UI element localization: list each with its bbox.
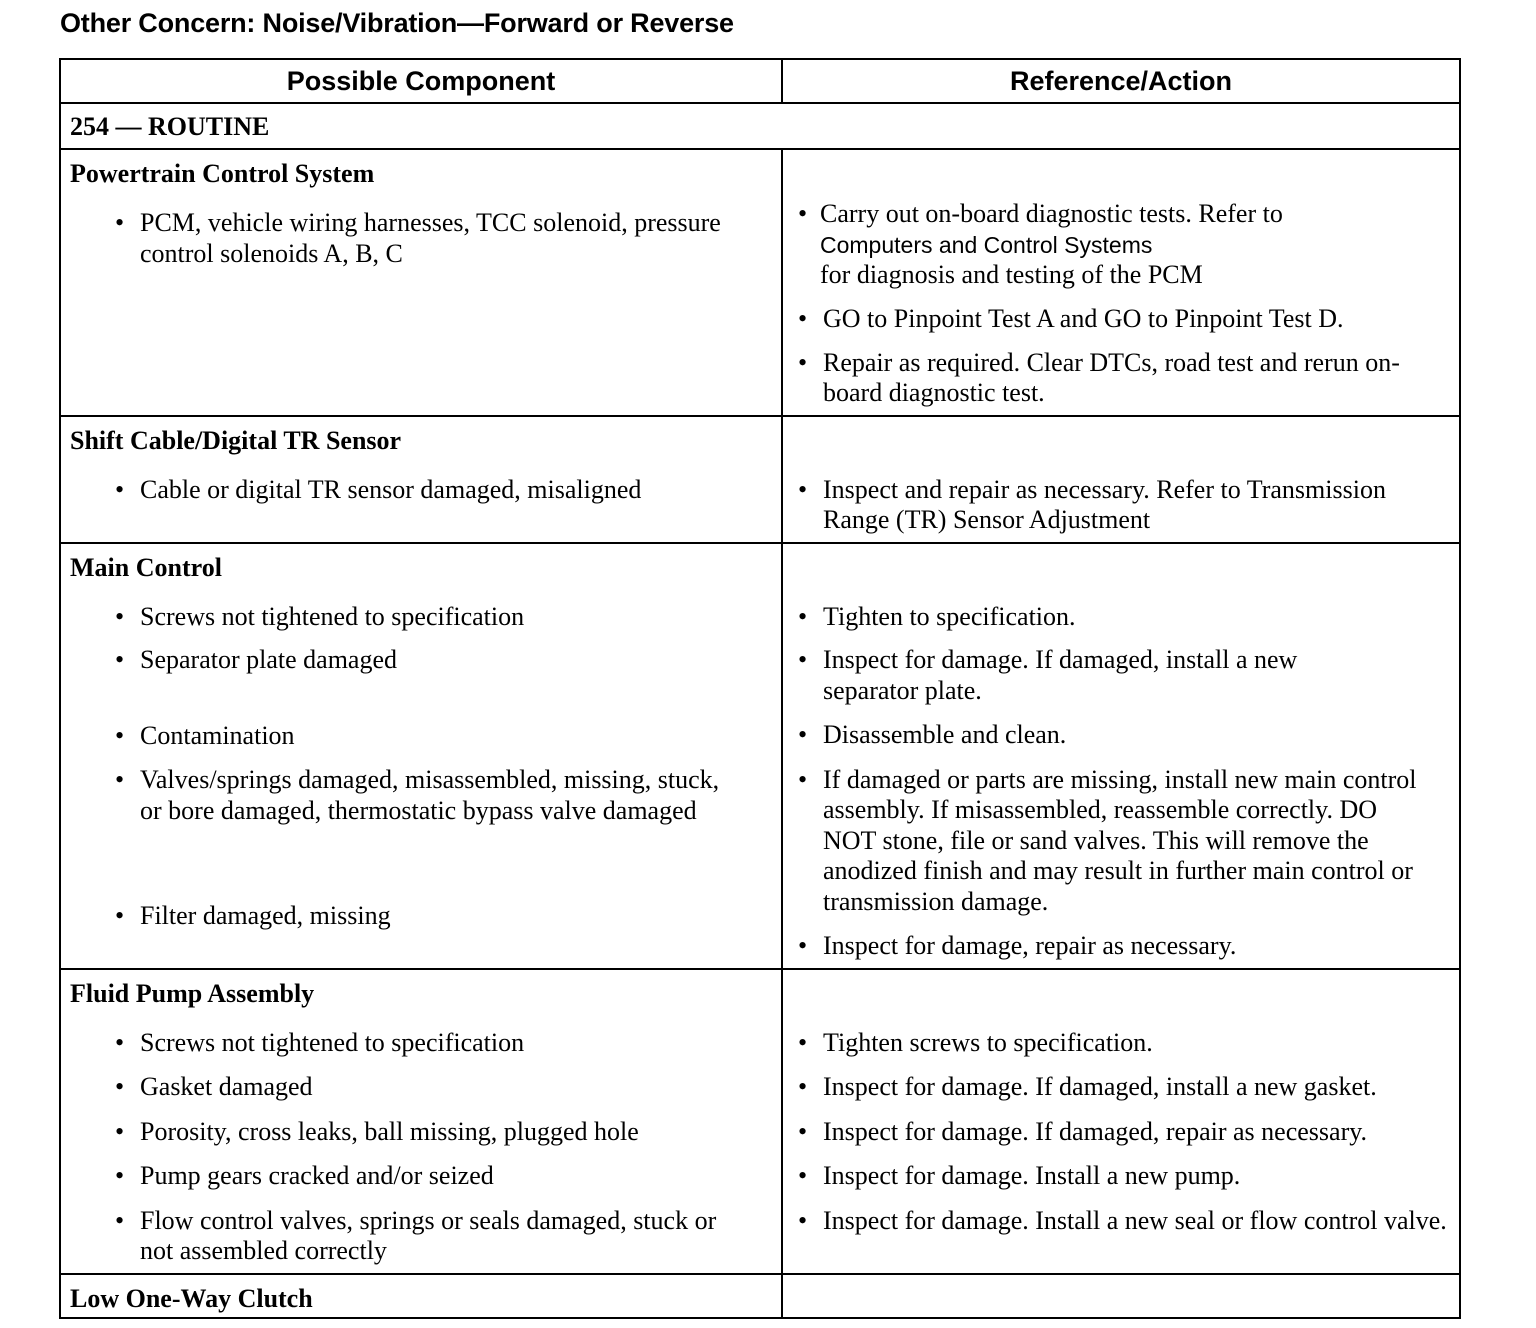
list-item [61,1028,781,1059]
bullet-icon: • [798,199,808,228]
section-row-low-one-way-clutch [60,1274,1460,1318]
reference-link[interactable]: Computers and Control Systems [820,231,1153,258]
action-cell [782,969,1460,1274]
routine-label: 254 — ROUTINE [60,103,1460,149]
list-item [61,1117,781,1148]
action-text: Disassemble and clean. [823,720,1067,749]
list-item [61,475,781,506]
list-item [61,721,781,752]
component-text: PCM, vehicle wiring harnesses, TCC solenoid, pressure control solenoids A, B, C [140,208,721,268]
bullet-icon: • [798,1072,808,1101]
list-item [61,645,781,676]
bullet-icon: • [115,645,125,674]
list-item [783,348,1459,409]
bullet-icon: • [115,720,125,750]
bullet-icon: • [798,645,808,674]
list-item [783,475,1459,536]
bullet-icon: • [798,474,808,504]
component-text: Gasket damaged [140,1072,313,1101]
bullet-icon: • [798,1205,808,1235]
action-text: Inspect for damage. If damaged, install a new separator plate. [823,645,1298,705]
section-row-main-control [60,543,1460,969]
component-text: Separator plate damaged [140,645,397,674]
bullet-icon: • [798,304,808,333]
action-cell [782,149,1460,416]
component-cell [60,1274,782,1318]
list-item [61,1161,781,1192]
list-item [783,199,1459,290]
list-item [783,720,1459,751]
action-text: GO to Pinpoint Test A and GO to Pinpoint Test D. [823,304,1344,333]
list-item [783,765,1459,918]
component-cell [60,149,782,416]
action-text: Inspect for damage. If damaged, repair as necessary. [823,1116,1368,1146]
section-title: Shift Cable/Digital TR Sensor [70,425,402,455]
diagnosis-table [59,58,1461,1319]
table-header-row [60,59,1460,103]
page-title: Other Concern: Noise/Vibration—Forward or Reverse [60,8,734,38]
component-text: Valves/springs damaged, misassembled, missing, stuck, or bore damaged, thermostatic bypass valve damaged [140,765,720,825]
bullet-icon: • [798,764,808,794]
component-text: Cable or digital TR sensor damaged, misaligned [140,474,642,504]
list-item [61,901,781,932]
list-item [783,1028,1459,1059]
component-text: Screws not tightened to specification [140,601,525,631]
list-item [783,645,1459,706]
list-item [61,1072,781,1103]
component-cell [60,969,782,1274]
bullet-icon: • [115,901,125,930]
action-text: Repair as required. Clear DTCs, road test and rerun on-board diagnostic test. [823,347,1400,407]
action-cell [782,1274,1460,1318]
list-item [783,1117,1459,1148]
action-cell [782,543,1460,969]
bullet-icon: • [115,208,125,237]
list-item [61,765,781,826]
bullet-icon: • [798,720,808,749]
action-text: Inspect for damage, repair as necessary. [823,931,1237,960]
bullet-icon: • [115,1161,125,1190]
action-text: Inspect for damage. Install a new pump. [823,1161,1241,1190]
action-text: Inspect for damage. If damaged, install a new gasket. [823,1072,1377,1101]
column-header-action: Reference/Action [782,59,1460,103]
component-text: Screws not tightened to specification [140,1027,525,1057]
action-text: Tighten to specification. [823,601,1076,631]
list-item [61,1206,781,1267]
bullet-icon: • [115,1072,125,1101]
section-title: Low One-Way Clutch [70,1283,313,1313]
component-text: Flow control valves, springs or seals damaged, stuck or not assembled correctly [140,1205,717,1265]
action-text: Tighten screws to specification. [823,1027,1153,1057]
list-item [783,931,1459,962]
action-text: for diagnosis and testing of the PCM [820,259,1203,289]
action-text: If damaged or parts are missing, install new main control assembly. If misassembled, reassemble correctly. DO NOT stone, file or sand valves. This will remove the anodized finish and may result in further main control or transmission damage. [823,764,1417,916]
action-text: Inspect for damage. Install a new seal or flow control valve. [823,1205,1447,1235]
section-title: Powertrain Control System [70,159,375,188]
bullet-icon: • [798,1027,808,1057]
bullet-icon: • [115,1116,125,1146]
section-row-shift-cable [60,416,1460,543]
bullet-icon: • [115,1205,125,1235]
section-title: Fluid Pump Assembly [70,978,315,1008]
section-row-powertrain [60,149,1460,416]
list-item [783,1072,1459,1103]
component-text: Pump gears cracked and/or seized [140,1161,494,1190]
list-item [783,602,1459,633]
list-item [783,1206,1459,1237]
bullet-icon: • [115,1027,125,1057]
bullet-icon: • [798,601,808,631]
bullet-icon: • [798,931,808,960]
list-item [61,602,781,633]
bullet-icon: • [115,765,125,794]
component-text: Filter damaged, missing [140,901,391,930]
list-item [783,304,1459,335]
section-row-fluid-pump [60,969,1460,1274]
section-title: Main Control [70,552,222,582]
routine-row [60,103,1460,149]
bullet-icon: • [798,1161,808,1190]
list-item [783,1161,1459,1192]
component-text: Contamination [140,720,295,750]
component-cell [60,416,782,543]
bullet-icon: • [115,601,125,631]
list-item [61,208,781,269]
component-text: Porosity, cross leaks, ball missing, plugged hole [140,1116,639,1146]
action-text: Carry out on-board diagnostic tests. Refer to [820,199,1283,228]
bullet-icon: • [798,347,808,377]
action-text: Inspect and repair as necessary. Refer to Transmission Range (TR) Sensor Adjustment [823,474,1386,534]
column-header-component: Possible Component [60,59,782,103]
bullet-icon: • [798,1116,808,1146]
bullet-icon: • [115,474,125,504]
action-cell [782,416,1460,543]
component-cell [60,543,782,969]
